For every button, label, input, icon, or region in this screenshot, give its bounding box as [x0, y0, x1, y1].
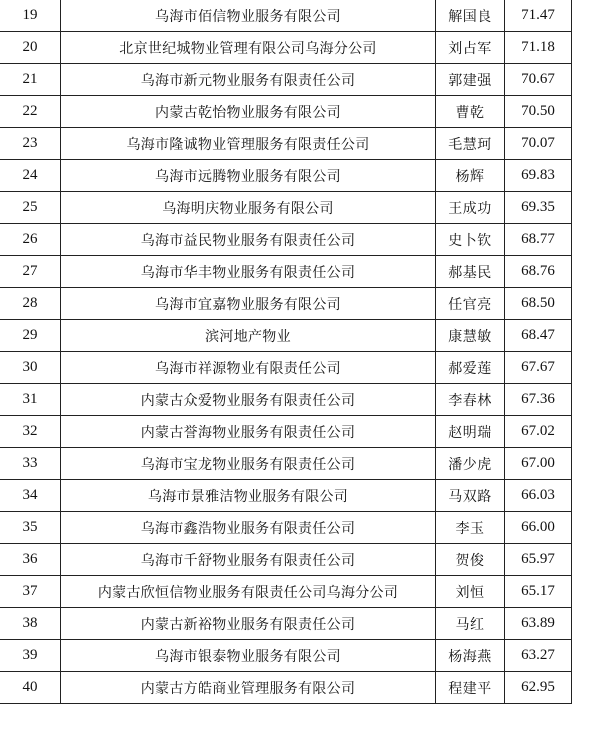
table-row	[0, 608, 572, 640]
company-name-cell: 乌海市景雅洁物业服务有限公司	[61, 480, 436, 512]
score-cell: 71.18	[505, 32, 572, 64]
person-name-cell: 郝基民	[436, 256, 505, 288]
rank-cell: 22	[0, 96, 61, 128]
person-name-cell: 曹乾	[436, 96, 505, 128]
rank-cell: 31	[0, 384, 61, 416]
company-name-cell: 内蒙古乾怡物业服务有限公司	[61, 96, 436, 128]
score-cell: 65.17	[505, 576, 572, 608]
person-name-cell: 王成功	[436, 192, 505, 224]
score-cell: 63.27	[505, 640, 572, 672]
table-row	[0, 416, 572, 448]
table-row	[0, 320, 572, 352]
rank-cell: 24	[0, 160, 61, 192]
table-row	[0, 544, 572, 576]
person-name-cell: 任官亮	[436, 288, 505, 320]
rank-cell: 40	[0, 672, 61, 704]
person-name-cell: 马红	[436, 608, 505, 640]
person-name-cell: 杨辉	[436, 160, 505, 192]
company-name-cell: 乌海市祥源物业有限责任公司	[61, 352, 436, 384]
score-cell: 62.95	[505, 672, 572, 704]
person-name-cell: 马双路	[436, 480, 505, 512]
score-cell: 67.02	[505, 416, 572, 448]
table-row	[0, 672, 572, 704]
score-cell: 66.00	[505, 512, 572, 544]
person-name-cell: 刘占军	[436, 32, 505, 64]
score-cell: 71.47	[505, 0, 572, 32]
person-name-cell: 康慧敏	[436, 320, 505, 352]
rank-cell: 33	[0, 448, 61, 480]
company-name-cell: 乌海市鑫浩物业服务有限责任公司	[61, 512, 436, 544]
rank-cell: 20	[0, 32, 61, 64]
rank-cell: 35	[0, 512, 61, 544]
table-row	[0, 128, 572, 160]
company-name-cell: 内蒙古新裕物业服务有限责任公司	[61, 608, 436, 640]
company-name-cell: 北京世纪城物业管理有限公司乌海分公司	[61, 32, 436, 64]
person-name-cell: 郝爱莲	[436, 352, 505, 384]
company-name-cell: 乌海市宜嘉物业服务有限公司	[61, 288, 436, 320]
table-row	[0, 192, 572, 224]
table-row	[0, 384, 572, 416]
score-cell: 70.07	[505, 128, 572, 160]
person-name-cell: 潘少虎	[436, 448, 505, 480]
company-name-cell: 乌海市佰信物业服务有限公司	[61, 0, 436, 32]
person-name-cell: 李春林	[436, 384, 505, 416]
person-name-cell: 李玉	[436, 512, 505, 544]
score-cell: 67.00	[505, 448, 572, 480]
company-name-cell: 乌海市远腾物业服务有限公司	[61, 160, 436, 192]
table-row	[0, 480, 572, 512]
company-name-cell: 乌海市千舒物业服务有限责任公司	[61, 544, 436, 576]
score-cell: 69.83	[505, 160, 572, 192]
company-name-cell: 内蒙古欣恒信物业服务有限责任公司乌海分公司	[61, 576, 436, 608]
table-row	[0, 256, 572, 288]
person-name-cell: 程建平	[436, 672, 505, 704]
rank-cell: 36	[0, 544, 61, 576]
rank-cell: 25	[0, 192, 61, 224]
table-row	[0, 224, 572, 256]
company-name-cell: 乌海市银泰物业服务有限公司	[61, 640, 436, 672]
score-cell: 68.76	[505, 256, 572, 288]
score-cell: 66.03	[505, 480, 572, 512]
rank-cell: 26	[0, 224, 61, 256]
company-name-cell: 乌海市隆诚物业管理服务有限责任公司	[61, 128, 436, 160]
score-cell: 70.50	[505, 96, 572, 128]
score-cell: 63.89	[505, 608, 572, 640]
rank-cell: 29	[0, 320, 61, 352]
company-name-cell: 乌海市益民物业服务有限责任公司	[61, 224, 436, 256]
rank-cell: 28	[0, 288, 61, 320]
company-name-cell: 滨河地产物业	[61, 320, 436, 352]
table-row	[0, 512, 572, 544]
company-name-cell: 乌海市宝龙物业服务有限责任公司	[61, 448, 436, 480]
table-row	[0, 0, 572, 32]
person-name-cell: 赵明瑞	[436, 416, 505, 448]
table-row	[0, 64, 572, 96]
rank-cell: 39	[0, 640, 61, 672]
person-name-cell: 郭建强	[436, 64, 505, 96]
person-name-cell: 刘恒	[436, 576, 505, 608]
score-cell: 67.36	[505, 384, 572, 416]
score-cell: 68.77	[505, 224, 572, 256]
score-cell: 67.67	[505, 352, 572, 384]
company-name-cell: 乌海明庆物业服务有限公司	[61, 192, 436, 224]
table-row	[0, 352, 572, 384]
score-cell: 68.50	[505, 288, 572, 320]
person-name-cell: 杨海燕	[436, 640, 505, 672]
person-name-cell: 解国良	[436, 0, 505, 32]
rank-cell: 27	[0, 256, 61, 288]
score-cell: 70.67	[505, 64, 572, 96]
rank-cell: 38	[0, 608, 61, 640]
person-name-cell: 毛慧珂	[436, 128, 505, 160]
table-row	[0, 96, 572, 128]
rank-cell: 34	[0, 480, 61, 512]
rank-cell: 30	[0, 352, 61, 384]
table-row	[0, 288, 572, 320]
rank-cell: 32	[0, 416, 61, 448]
score-cell: 69.35	[505, 192, 572, 224]
rank-cell: 37	[0, 576, 61, 608]
score-cell: 68.47	[505, 320, 572, 352]
table-row	[0, 576, 572, 608]
table-row	[0, 448, 572, 480]
rank-cell: 23	[0, 128, 61, 160]
person-name-cell: 史卜钦	[436, 224, 505, 256]
company-name-cell: 内蒙古众爱物业服务有限责任公司	[61, 384, 436, 416]
table-row	[0, 160, 572, 192]
company-name-cell: 内蒙古方皓商业管理服务有限公司	[61, 672, 436, 704]
table-row	[0, 32, 572, 64]
rank-cell: 19	[0, 0, 61, 32]
company-name-cell: 乌海市新元物业服务有限责任公司	[61, 64, 436, 96]
table-row	[0, 640, 572, 672]
company-name-cell: 内蒙古誉海物业服务有限责任公司	[61, 416, 436, 448]
person-name-cell: 贺俊	[436, 544, 505, 576]
score-cell: 65.97	[505, 544, 572, 576]
rank-cell: 21	[0, 64, 61, 96]
company-name-cell: 乌海市华丰物业服务有限责任公司	[61, 256, 436, 288]
